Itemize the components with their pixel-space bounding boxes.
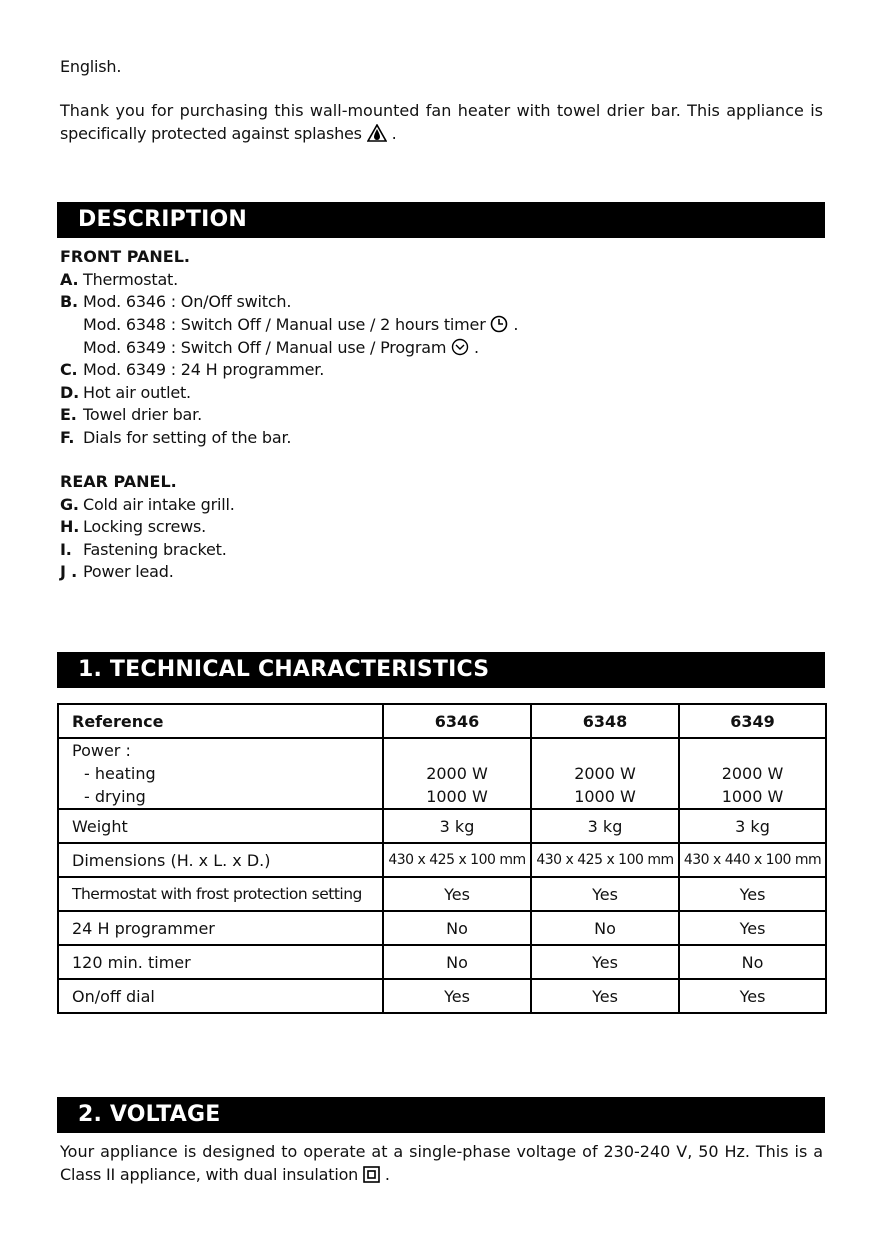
table-row: On/off dial Yes Yes Yes: [58, 979, 826, 1013]
front-item-e: E. Towel drier bar.: [60, 405, 202, 424]
column-header-reference: Reference: [58, 704, 383, 738]
front-item-d: D. Hot air outlet.: [60, 383, 191, 402]
table-row: Thermostat with frost protection setting Yes Yes Yes: [58, 877, 826, 911]
voltage-text-line1: Your appliance is designed to operate at a single-phase voltage of 230-240 V, 50 Hz. This is a: [60, 1142, 823, 1161]
rear-item-h: H. Locking screws.: [60, 517, 207, 536]
intro-text-line1: Thank you for purchasing this wall-mounted fan heater with towel drier bar. This appliance is: [60, 101, 823, 120]
front-item-b-6348: Mod. 6348 : Switch Off / Manual use / 2 hours timer .: [83, 315, 519, 334]
front-item-b-6349: Mod. 6349 : Switch Off / Manual use / Program .: [83, 338, 479, 357]
voltage-text-line2-body: Class II appliance, with dual insulation: [60, 1165, 359, 1184]
intro-text-line2: [60, 124, 396, 143]
rear-item-j: J . Power lead.: [60, 562, 174, 581]
language-label: English.: [60, 57, 122, 76]
rear-item-g: G. Cold air intake grill.: [60, 495, 235, 514]
splash-protection-icon: [367, 124, 392, 143]
power-label: Power :: [72, 741, 131, 760]
power-6349: 2000 W 1000 W: [679, 738, 826, 809]
column-header-6346: 6346: [383, 704, 531, 738]
table-row-power: [58, 738, 826, 809]
front-item-f: F. Dials for setting of the bar.: [60, 428, 292, 447]
intro-text-line2-end: .: [391, 124, 397, 143]
spec-table: [57, 703, 827, 1014]
table-row: 120 min. timer No Yes No: [58, 945, 826, 979]
voltage-text-line2: [60, 1165, 390, 1184]
power-6346: 2000 W 1000 W: [383, 738, 531, 809]
timer-icon: [490, 315, 513, 334]
front-item-c: C. Mod. 6349 : 24 H programmer.: [60, 360, 325, 379]
front-item-b: B. Mod. 6346 : On/Off switch.: [60, 292, 292, 311]
power-heating-label: - heating: [84, 764, 156, 783]
power-6348: 2000 W 1000 W: [531, 738, 679, 809]
double-insulation-icon: [363, 1165, 385, 1184]
program-clock-icon: [451, 338, 474, 357]
voltage-text-line2-end: .: [384, 1165, 390, 1184]
table-row: Dimensions (H. x L. x D.) 430 x 425 x 100 mm 430 x 425 x 100 mm 430 x 440 x 100 mm: [58, 843, 826, 877]
rear-panel-title: REAR PANEL.: [60, 472, 177, 491]
rear-item-i: I. Fastening bracket.: [60, 540, 227, 559]
table-row: 24 H programmer No No Yes: [58, 911, 826, 945]
table-header-row: [58, 704, 826, 738]
power-drying-label: - drying: [84, 787, 146, 806]
column-header-6349: 6349: [679, 704, 826, 738]
technical-heading: 1. TECHNICAL CHARACTERISTICS: [57, 652, 825, 688]
power-label-cell: [58, 738, 383, 809]
intro-text-line2-body: specifically protected against splashes: [60, 124, 362, 143]
column-header-6348: 6348: [531, 704, 679, 738]
front-panel-title: FRONT PANEL.: [60, 247, 190, 266]
front-item-a: A. Thermostat.: [60, 270, 179, 289]
description-heading: DESCRIPTION: [57, 202, 825, 238]
voltage-heading: 2. VOLTAGE: [57, 1097, 825, 1133]
table-row: Weight 3 kg 3 kg 3 kg: [58, 809, 826, 843]
